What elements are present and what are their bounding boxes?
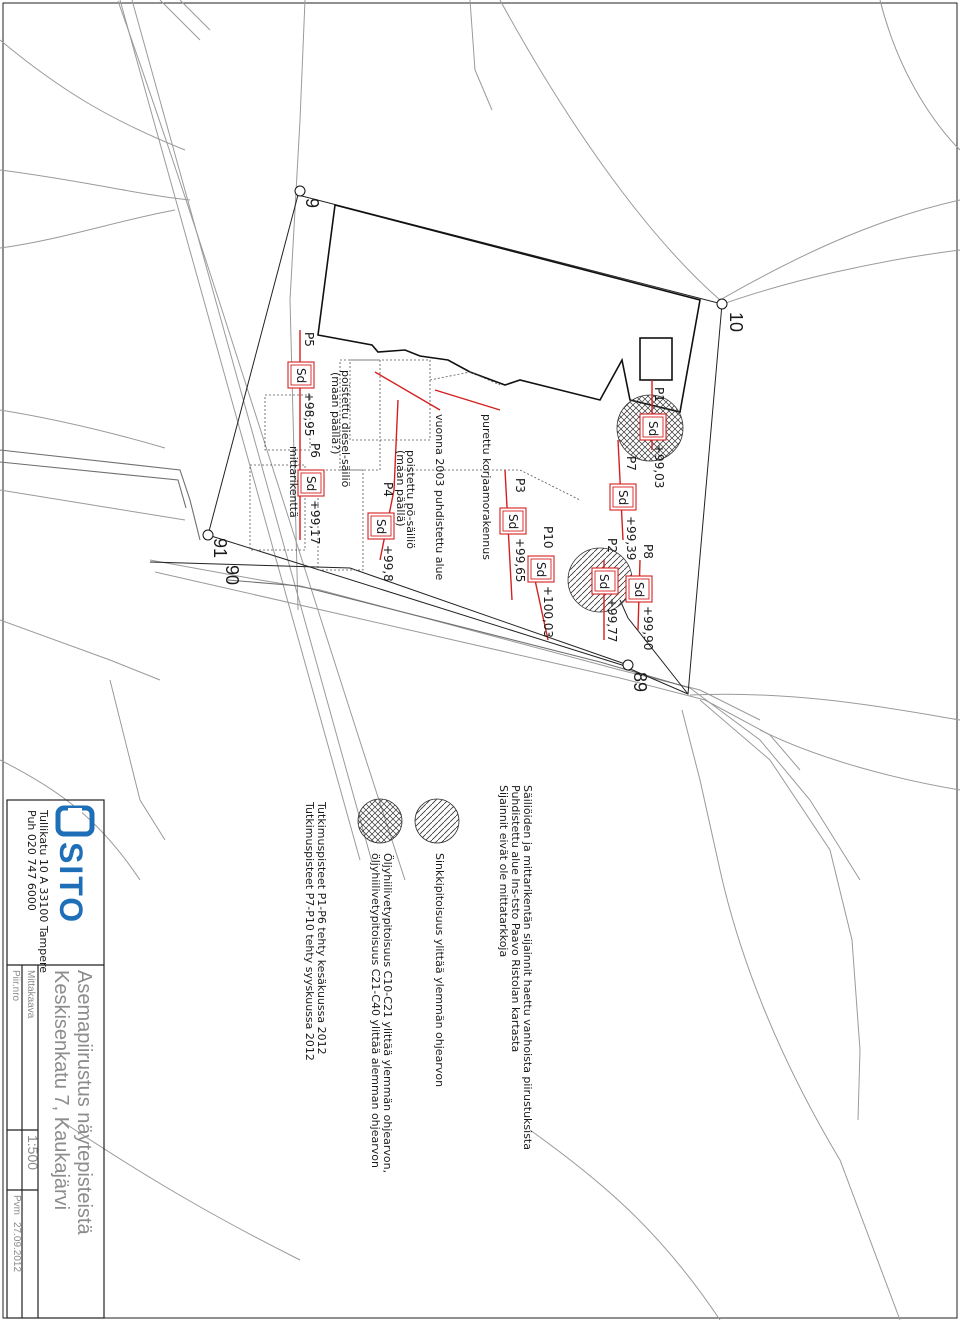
sample-id: P4 — [381, 482, 395, 497]
legend-zinc-symbol — [415, 799, 459, 843]
sample-id: P10 — [541, 526, 555, 549]
legend-oil-text-1: Öljyhiilivetypitoisuus C10-C21 ylittää ylemmän ohjearvon, — [381, 853, 394, 1174]
sample-level: +99,65 — [513, 538, 527, 583]
sample-id: P3 — [513, 478, 527, 493]
sample-code: Sd — [632, 582, 646, 598]
sample-level: +99,90 — [641, 606, 655, 651]
sample-code: Sd — [506, 514, 520, 530]
sheet-frame — [3, 3, 957, 1318]
legend-oil-symbol — [358, 799, 402, 843]
sample-code: Sd — [294, 368, 308, 384]
survey-date-line: Tutkimuspisteet P1-P6 tehty kesäkuussa 2012 — [315, 802, 328, 1055]
survey-date-line: Tutkimuspisteet P7-P10 tehty syyskuussa 2012 — [303, 802, 316, 1061]
building-footprint — [318, 205, 700, 412]
survey-point-label: 91 — [210, 538, 230, 559]
survey-point-label: 89 — [630, 672, 650, 693]
sample-id: P6 — [308, 443, 322, 458]
sample-level: +99,17 — [308, 500, 322, 545]
sample-code: Sd — [534, 562, 548, 578]
drawing-title: Asemapiirustus näytepisteistä — [73, 970, 95, 1235]
date-label: Pvm — [11, 1195, 22, 1215]
survey-point-label: 10 — [726, 312, 746, 333]
scale-value: 1:500 — [25, 1135, 41, 1171]
cleaned-area-label: vuonna 2003 puhdistettu alue — [433, 414, 446, 581]
sample-id: P5 — [302, 332, 316, 347]
sample-level: +100,03 — [541, 586, 555, 639]
sample-code: Sd — [374, 519, 388, 535]
sample-id: P8 — [641, 544, 655, 559]
removed-oil-tank-label: poistettu pö-säiliö — [404, 450, 417, 549]
sample-level: +98,95 — [302, 392, 316, 437]
removed-diesel-tank-label: poistettu diesel-säiliö — [339, 370, 352, 488]
building-annex — [640, 338, 672, 380]
sample-id: P1 — [652, 387, 666, 402]
demolished-building-label: purettu korjaamorakennus — [480, 414, 493, 560]
note-line: Sijainnit eivät ole mittatarkkoja — [497, 785, 510, 958]
legend-oil-text-2: öljyhiilivetypitoisuus C21-C40 ylittää alemman ohjearvon — [369, 853, 382, 1168]
scale-label: Mittakaava — [25, 970, 36, 1019]
sample-code: Sd — [616, 490, 630, 506]
sample-level: +99,39 — [624, 516, 638, 561]
sample-code: Sd — [304, 476, 318, 492]
note-line: Säiliöiden ja mittarikentän sijainnit haettu vanhoista piirustuksista — [521, 785, 534, 1150]
legend-zinc-text: Sinkkipitoisuus ylittää ylemmän ohjearvon — [433, 853, 446, 1088]
survey-point-label: 9 — [302, 198, 322, 209]
sample-level: +99,8 — [381, 545, 395, 582]
drawing-site: Keskisenkatu 7, Kaukajärvi — [50, 970, 72, 1211]
sample-id: P2 — [605, 538, 619, 553]
sample-code: Sd — [597, 574, 611, 590]
sample-level: +99,03 — [652, 444, 666, 489]
company-phone: Puh 020 747 6000 — [25, 810, 38, 911]
drawing-number-label: Piir.nro — [10, 970, 21, 1002]
sample-level: +99,77 — [605, 598, 619, 643]
sample-id: P7 — [624, 456, 638, 471]
date-value: 27.09.2012 — [11, 1222, 22, 1273]
sito-logo — [53, 808, 92, 924]
note-line: Puhdistettu alue Ins-tsto Paavo Ristolan kartasta — [509, 785, 522, 1053]
logo-wordmark: SITO — [53, 842, 89, 925]
survey-point-label: 90 — [222, 565, 242, 586]
removed-diesel-tank-note: (maan päällä?) — [329, 372, 342, 455]
company-address: Tullikatu 10 A 33100 Tampere — [37, 810, 50, 974]
removed-oil-tank-note: (maan päällä) — [394, 450, 407, 527]
meter-field-label: mittarikenttä — [287, 446, 300, 518]
sample-code: Sd — [646, 421, 660, 437]
